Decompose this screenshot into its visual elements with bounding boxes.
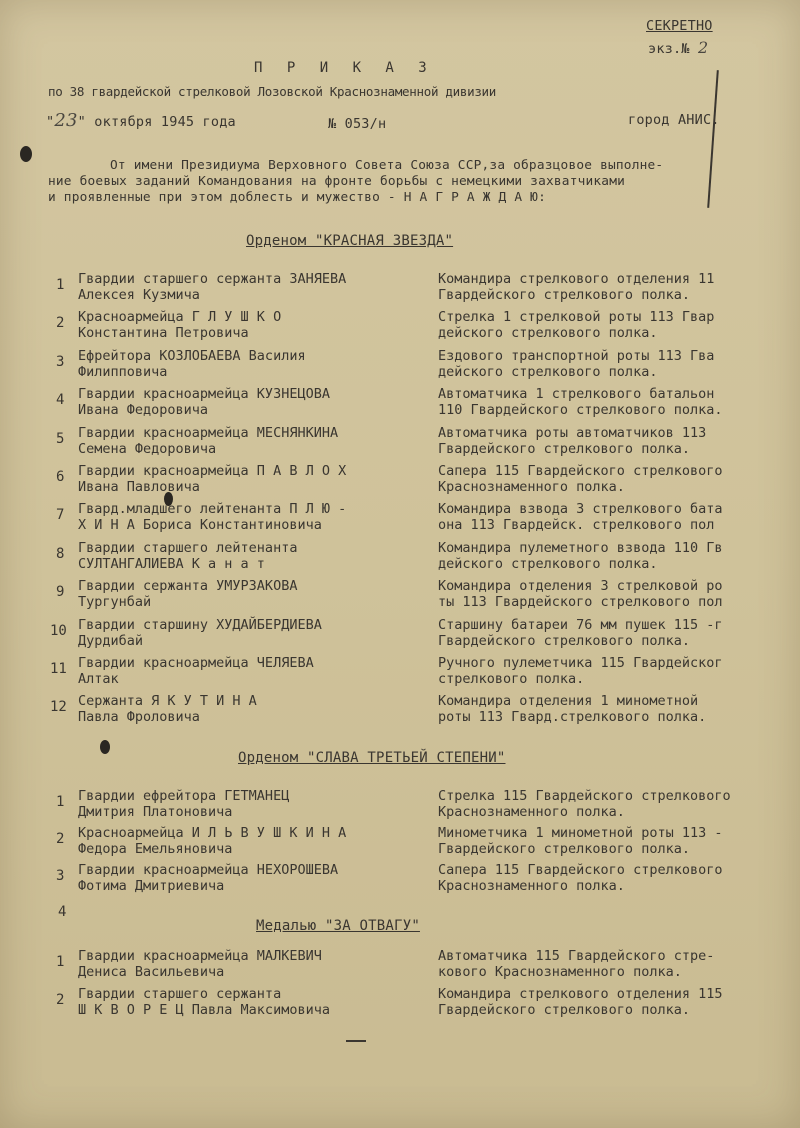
entry-given-names: Федора Емельяновича: [78, 841, 233, 857]
entry-position-line-1: Командира стрелкового отделения 11: [438, 271, 715, 287]
entry-number: 12: [50, 699, 67, 715]
entry-position-line-2: Гвардейского стрелкового полка.: [438, 287, 690, 303]
punch-hole-middle: [100, 740, 110, 754]
entry-number: 5: [56, 431, 65, 447]
entry-rank-surname: Красноармейца Г Л У Ш К О: [78, 309, 282, 325]
entry-number: 3: [56, 354, 65, 370]
entry-position-line-2: 110 Гвардейского стрелкового полка.: [438, 402, 723, 418]
entry-given-names: Константина Петровича: [78, 325, 249, 341]
date-rest: октября 1945 года: [94, 114, 236, 130]
entry-given-names: Павла Фроловича: [78, 709, 200, 725]
entry-number: 2: [56, 831, 65, 847]
entry-position-line-2: кового Краснознаменного полка.: [438, 964, 682, 980]
entry-position-line-1: Командира стрелкового отделения 115: [438, 986, 723, 1002]
order-number: № 053/н: [328, 116, 387, 132]
entry-number: 2: [56, 315, 65, 331]
entry-rank-surname: Гвардии ефрейтора ГЕТМАНЕЦ: [78, 788, 290, 804]
preamble-line-3: и проявленные при этом доблесть и мужество - Н А Г Р А Ж Д А Ю:: [48, 190, 546, 205]
entry-position-line-2: Гвардейского стрелкового полка.: [438, 441, 690, 457]
entry-given-names: Х И Н А Бориса Константиновича: [78, 517, 322, 533]
entry-position-line-2: Краснознаменного полка.: [438, 878, 625, 894]
copy-label-text: экз.№: [648, 41, 690, 57]
margin-vertical-stroke: [707, 70, 719, 208]
entry-number: 4: [56, 392, 65, 408]
entry-given-names: Фотима Дмитриевича: [78, 878, 225, 894]
city: город АНИС.: [628, 112, 720, 128]
entry-given-names: Алексея Кузмича: [78, 287, 200, 303]
entry-number: 1: [56, 954, 65, 970]
section-heading-glory: Орденом "СЛАВА ТРЕТЬЕЙ СТЕПЕНИ": [238, 750, 506, 766]
date-day: 23: [54, 110, 78, 131]
entry-number: 2: [56, 992, 65, 1008]
entry-rank-surname: Гвард.младшего лейтенанта П Л Ю -: [78, 501, 347, 517]
entry-given-names: Алтак: [78, 671, 119, 687]
entry-number: 7: [56, 507, 65, 523]
entry-position-line-2: стрелкового полка.: [438, 671, 585, 687]
bottom-dash: [346, 1040, 366, 1042]
entry-position-line-2: Краснознаменного полка.: [438, 804, 625, 820]
entry-given-names: Филипповича: [78, 364, 168, 380]
entry-number: 11: [50, 661, 67, 677]
entry-rank-surname: Гвардии старшину ХУДАЙБЕРДИЕВА: [78, 617, 322, 633]
entry-position-line-1: Автоматчика роты автоматчиков 113: [438, 425, 707, 441]
entry-position-line-2: дейского стрелкового полка.: [438, 325, 658, 341]
entry-rank-surname: Гвардии сержанта УМУРЗАКОВА: [78, 578, 298, 594]
entry-rank-surname: Сержанта Я К У Т И Н А: [78, 693, 257, 709]
entry-position-line-1: Старшину батареи 76 мм пушек 115 -г: [438, 617, 723, 633]
entry-position-line-1: Командира взвода 3 стрелкового бата: [438, 501, 723, 517]
order-date: "23" октября 1945 года: [46, 110, 236, 131]
preamble-line-2: ние боевых заданий Командования на фронте борьбы с немецкими захватчиками: [48, 174, 626, 189]
entry-given-names: Семена Федоровича: [78, 441, 217, 457]
preamble-line-1: От имени Президиума Верховного Совета Союза ССР,за образцовое выполне-: [110, 158, 664, 173]
entry-rank-surname: Красноармейца И Л Ь В У Ш К И Н А: [78, 825, 347, 841]
entry-position-line-1: Сапера 115 Гвардейского стрелкового: [438, 862, 723, 878]
division-subtitle: по 38 гвардейской стрелковой Лозовской Краснознаменной дивизии: [48, 84, 496, 99]
entry-position-line-1: Автоматчика 1 стрелкового батальон: [438, 386, 715, 402]
entry-rank-surname: Гвардии красноармейца КУЗНЕЦОВА: [78, 386, 330, 402]
entry-rank-surname: Гвардии старшего сержанта: [78, 986, 282, 1002]
secret-stamp: СЕКРЕТНО: [646, 18, 713, 34]
entry-number: 6: [56, 469, 65, 485]
copy-number: 2: [697, 38, 709, 57]
entry-rank-surname: Гвардии красноармейца ЧЕЛЯЕВА: [78, 655, 314, 671]
punch-hole-top: [20, 146, 32, 162]
entry-position-line-2: дейского стрелкового полка.: [438, 364, 658, 380]
entry-position-line-1: Командира отделения 1 минометной: [438, 693, 699, 709]
copy-label: [648, 40, 708, 57]
entry-position-line-2: Гвардейского стрелкового полка.: [438, 841, 690, 857]
entry-rank-surname: Гвардии старшего сержанта ЗАНЯЕВА: [78, 271, 347, 287]
entry-position-line-1: Минометчика 1 минометной роты 113 -: [438, 825, 723, 841]
entry-rank-surname: Гвардии старшего лейтенанта: [78, 540, 298, 556]
entry-number: 1: [56, 794, 65, 810]
entry-given-names: Ивана Павловича: [78, 479, 200, 495]
entry-position-line-1: Командира пулеметного взвода 110 Гв: [438, 540, 723, 556]
entry-position-line-2: Краснознаменного полка.: [438, 479, 625, 495]
entry-rank-surname: Гвардии красноармейца МЕСНЯНКИНА: [78, 425, 339, 441]
entry-position-line-1: Ездового транспортной роты 113 Гва: [438, 348, 715, 364]
entry-given-names: Дурдибай: [78, 633, 144, 649]
entry-number: 3: [56, 868, 65, 884]
entry-number: 8: [56, 546, 65, 562]
entry-given-names: Дениса Васильевича: [78, 964, 225, 980]
entry-given-names: Тургунбай: [78, 594, 152, 610]
entry-number: 9: [56, 584, 65, 600]
entry-position-line-1: Стрелка 1 стрелковой роты 113 Гвар: [438, 309, 715, 325]
entry-rank-surname: Ефрейтора КОЗЛОБАЕВА Василия: [78, 348, 306, 364]
section-heading-red-star: Орденом "КРАСНАЯ ЗВЕЗДА": [246, 233, 454, 249]
entry-position-line-2: Гвардейского стрелкового полка.: [438, 633, 690, 649]
entry-rank-surname: Гвардии красноармейца П А В Л О Х: [78, 463, 347, 479]
entry-rank-surname: Гвардии красноармейца НЕХОРОШЕВА: [78, 862, 339, 878]
entry-given-names: Дмитрия Платоновича: [78, 804, 233, 820]
entry-position-line-2: дейского стрелкового полка.: [438, 556, 658, 572]
entry-number: 1: [56, 277, 65, 293]
entry-position-line-2: роты 113 Гвард.стрелкового полка.: [438, 709, 707, 725]
section-heading-bravery-medal: Медалью "ЗА ОТВАГУ": [256, 918, 420, 934]
entry-position-line-1: Стрелка 115 Гвардейского стрелкового: [438, 788, 731, 804]
entry-position-line-2: ты 113 Гвардейского стрелкового пол: [438, 594, 723, 610]
entry-position-line-1: Командира отделения 3 стрелковой ро: [438, 578, 723, 594]
entry-number: 10: [50, 623, 67, 639]
trailing-entry-number: 4: [58, 904, 67, 920]
entry-given-names: Ш К В О Р Е Ц Павла Максимовича: [78, 1002, 330, 1018]
entry-rank-surname: Гвардии красноармейца МАЛКЕВИЧ: [78, 948, 322, 964]
entry-given-names: Ивана Федоровича: [78, 402, 209, 418]
entry-position-line-2: она 113 Гвардейск. стрелкового пол: [438, 517, 715, 533]
entry-given-names: СУЛТАНГАЛИЕВА К а н а т: [78, 556, 265, 572]
entry-position-line-2: Гвардейского стрелкового полка.: [438, 1002, 690, 1018]
entry-position-line-1: Автоматчика 115 Гвардейского стре-: [438, 948, 715, 964]
entry-position-line-1: Сапера 115 Гвардейского стрелкового: [438, 463, 723, 479]
document-title: П Р И К А З: [254, 60, 435, 76]
entry-position-line-1: Ручного пулеметчика 115 Гвардейског: [438, 655, 723, 671]
